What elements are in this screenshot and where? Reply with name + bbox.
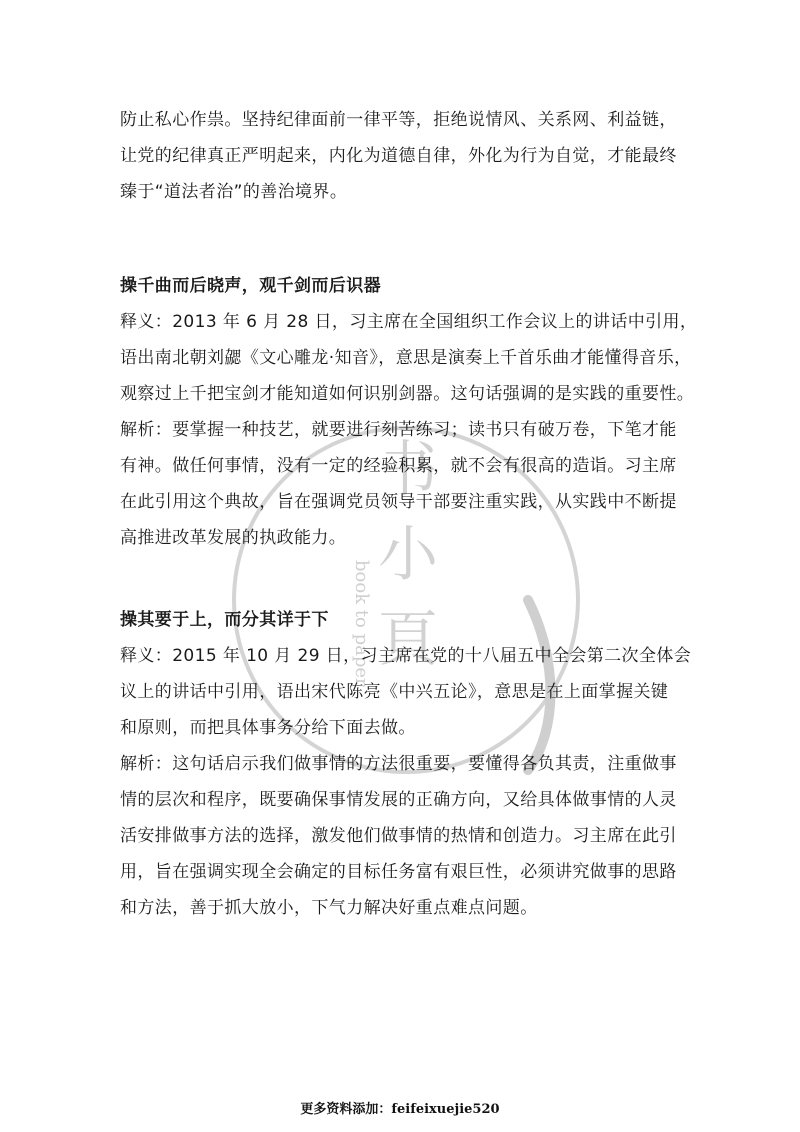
paragraph-line: 用，旨在强调实现全会确定的目标任务富有艰巨性，必须讲究做事的思路 [120,862,677,882]
paragraph-line: 有神。做任何事情，没有一定的经验积累，就不会有很高的造诣。习主席 [120,456,677,476]
watermark-char-2: 小 [378,520,438,590]
paragraph-line: 议上的讲话中引用，语出宋代陈亮《中兴五论》，意思是在上面掌握关键 [120,682,669,702]
watermark-char-3: 頁 [378,605,438,675]
watermark-script-text: book to paper [351,560,372,687]
paragraph-line: 语出南北朝刘勰《文心雕龙·知音》，意思是演奏上千首乐曲才能懂得音乐， [120,348,692,368]
section-heading: 操其要于上，而分其详于下 [120,610,329,630]
document-body [120,102,700,926]
paragraph-line: 观察过上千把宝剑才能知道如何识别剑器。这句话强调的是实践的重要性。 [120,384,695,404]
paragraph-line: 让党的纪律真正严明起来，内化为道德自律，外化为行为自觉，才能最终 [120,146,677,166]
paragraph-line: 和方法，善于抓大放小，下气力解决好重点难点问题。 [120,898,538,918]
section-heading: 操千曲而后晓声，观千剑而后识器 [120,276,381,296]
paragraph-line: 解析：要掌握一种技艺，就要进行刻苦练习；读书只有破万卷，下笔才能 [120,420,677,440]
paragraph-line: 解析：这句话启示我们做事情的方法很重要，要懂得各负其责，注重做事 [120,754,677,774]
paragraph-line: 臻于“道法者治”的善治境界。 [120,182,348,202]
footer-contact-note: 更多资料添加：feifeixuejie520 [300,1102,500,1117]
paragraph-line: 和原则，而把具体事务分给下面去做。 [120,718,416,738]
paragraph-line: 情的层次和程序，既要确保事情发展的正确方向，又给具体做事情的人灵 [120,790,677,810]
paragraph-line: 释义：2015 年 10 月 29 日，习主席在党的十八届五中全会第二次全体会 [120,646,692,666]
paragraph-line: 活安排做事方法的选择，激发他们做事情的热情和创造力。习主席在此引 [120,826,677,846]
paragraph-line: 释义：2013 年 6 月 28 日，习主席在全国组织工作会议上的讲话中引用， [120,312,698,332]
paragraph-line: 在此引用这个典故，旨在强调党员领导干部要注重实践，从实践中不断提 [120,492,677,512]
watermark-char-1: 书 [378,435,438,505]
paragraph-line: 高推进改革发展的执政能力。 [120,528,347,548]
paragraph-line: 防止私心作祟。坚持纪律面前一律平等，拒绝说情风、关系网、利益链， [120,110,677,130]
